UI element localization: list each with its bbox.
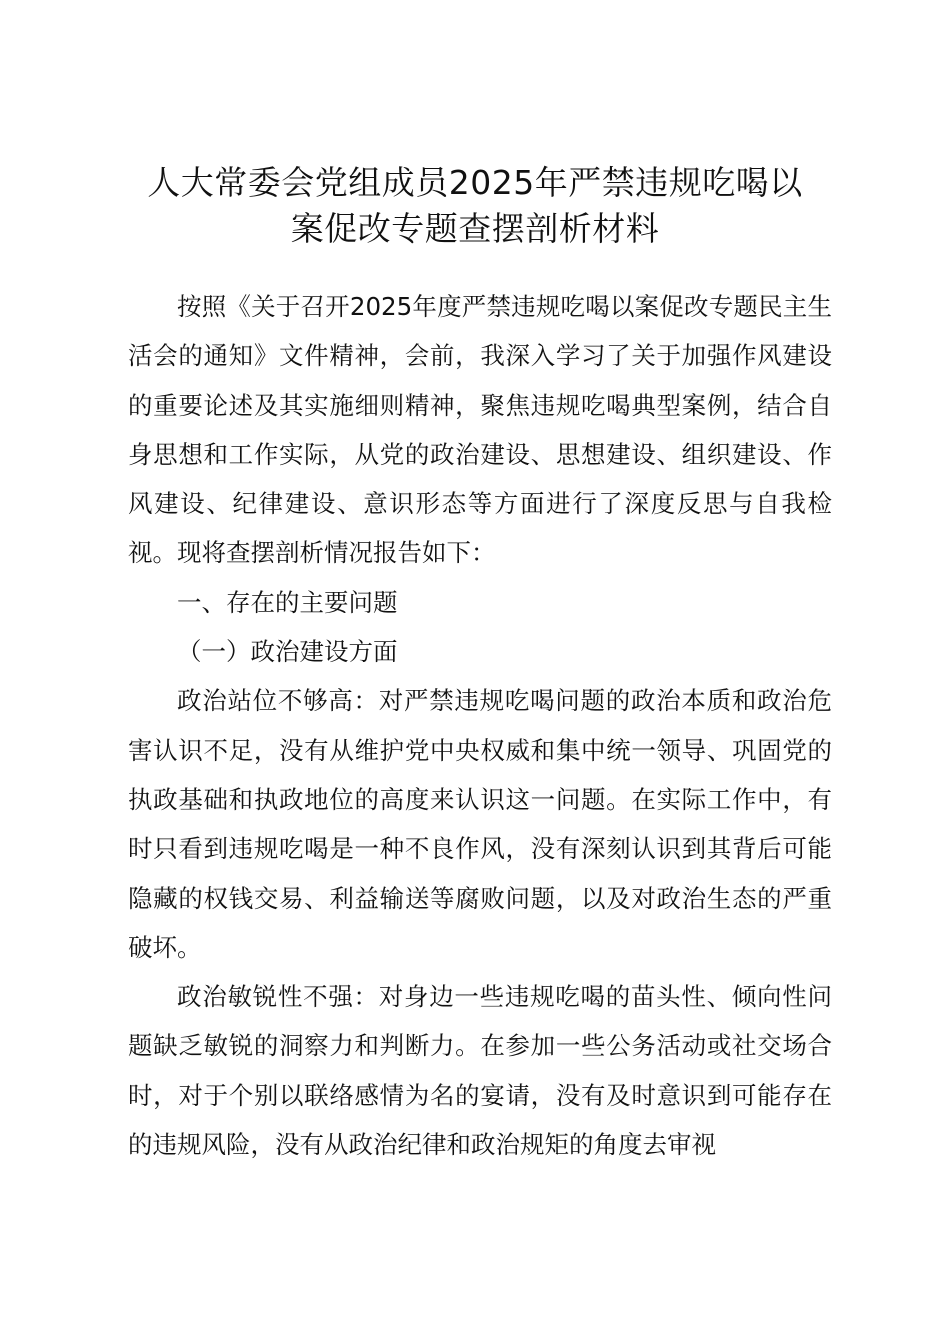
body-paragraph: 政治敏锐性不强：对身边一些违规吃喝的苗头性、倾向性问题缺乏敏锐的洞察力和判断力。在参加一些公务活动或社交场合时，对于个别以联络感情为名的宴请，没有及时意识到可能存在的违规风险，没有从政治纪律和政治规矩的角度去审视	[128, 982, 832, 1160]
subsection-heading: （一）政治建设方面	[177, 637, 398, 667]
document-title	[120, 160, 830, 252]
body-paragraph: 政治站位不够高：对严禁违规吃喝问题的政治本质和政治危害认识不足，没有从维护党中央权威和集中统一领导、巩固党的执政基础和执政地位的高度来认识这一问题。在实际工作中，有时只看到违规吃喝是一种不良作风，没有深刻认识到其背后可能隐藏的权钱交易、利益输送等腐败问题，以及对政治生态的严重破坏。	[128, 686, 832, 962]
document-body	[128, 282, 832, 1169]
title-line-2: 案促改专题查摆剖析材料	[290, 209, 660, 248]
intro-paragraph: 按照《关于召开2025年度严禁违规吃喝以案促改专题民主生活会的通知》文件精神，会前，我深入学习了关于加强作风建设的重要论述及其实施细则精神，聚焦违规吃喝典型案例，结合自身思想和工作实际，从党的政治建设、思想建设、组织建设、作风建设、纪律建设、意识形态等方面进行了深度反思与自我检视。现将查摆剖析情况报告如下：	[128, 292, 832, 568]
title-line-1: 人大常委会党组成员2025年严禁违规吃喝以	[147, 163, 803, 202]
section-heading: 一、存在的主要问题	[177, 587, 398, 617]
